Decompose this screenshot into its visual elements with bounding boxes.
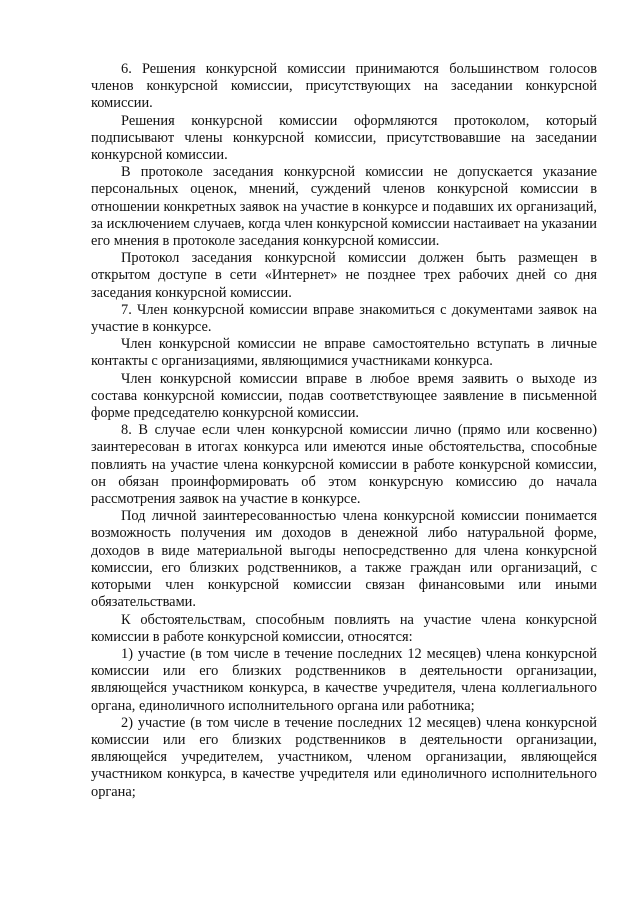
paragraph-withdrawal: Член конкурсной комиссии вправе в любое время заявить о выходе из состава конкурсной комиссии, подав соответствующее заявление в письменной форме председателю конкурсной комиссии. [91, 370, 597, 422]
paragraph-item-6: 6. Решения конкурсной комиссии принимаются большинством голосов членов конкурсной комиссии, присутствующих на заседании конкурсной комиссии. [91, 61, 597, 112]
paragraph-protocol-publication: Протокол заседания конкурсной комиссии должен быть размещен в открытом доступе в сети «Интернет» не позднее трех рабочих дней со дня заседания конкурсной комиссии. [91, 250, 597, 301]
paragraph-protocol-restrictions: В протоколе заседания конкурсной комиссии не допускается указание персональных оценок, мнений, суждений членов конкурсной комиссии в отношении конкретных заявок на участие в конкурсе и подавших их организаций, за исключением случаев, когда член конкурсной комиссии настаивает на указании его мнения в протоколе заседания конкурсной комиссии. [91, 164, 597, 250]
paragraph-item-7: 7. Член конкурсной комиссии вправе знакомиться с документами заявок на участие в конкурсе. [91, 301, 597, 336]
document-page [91, 61, 597, 801]
paragraph-no-personal-contacts: Член конкурсной комиссии не вправе самостоятельно вступать в личные контакты с организациями, являющимися участниками конкурса. [91, 336, 597, 370]
paragraph-subitem-1: 1) участие (в том числе в течение последних 12 месяцев) члена конкурсной комиссии или его близких родственников в деятельности организации, являющейся участником конкурса, в качестве учредителя, члена коллегиального органа, единоличного исполнительного органа или работника; [91, 645, 597, 714]
paragraph-subitem-2: 2) участие (в том числе в течение последних 12 месяцев) члена конкурсной комиссии или его близких родственников в деятельности организации, являющейся учредителем, участником, членом организации, являющейся участником конкурса, в качестве учредителя или единоличного исполнительного органа; [91, 714, 597, 800]
paragraph-item-8: 8. В случае если член конкурсной комиссии лично (прямо или косвенно) заинтересован в итогах конкурса или имеются иные обстоятельства, способные повлиять на участие члена конкурсной комиссии в работе конкурсной комиссии, он обязан проинформировать об этом конкурсную комиссию до начала рассмотрения заявок на участие в конкурсе. [91, 422, 597, 508]
paragraph-circumstances-intro: К обстоятельствам, способным повлиять на участие члена конкурсной комиссии в работе конкурсной комиссии, относятся: [91, 611, 597, 645]
paragraph-decisions-protocol: Решения конкурсной комиссии оформляются протоколом, который подписывают члены конкурсной комиссии, присутствовавшие на заседании конкурсной комиссии. [91, 112, 597, 164]
paragraph-personal-interest-definition: Под личной заинтересованностью члена конкурсной комиссии понимается возможность получения им доходов в денежной либо натуральной форме, доходов в виде материальной выгоды непосредственно для члена конкурсной комиссии, его близких родственников, а также граждан или организаций, с которыми член конкурсной комиссии связан финансовыми или иными обязательствами. [91, 508, 597, 611]
